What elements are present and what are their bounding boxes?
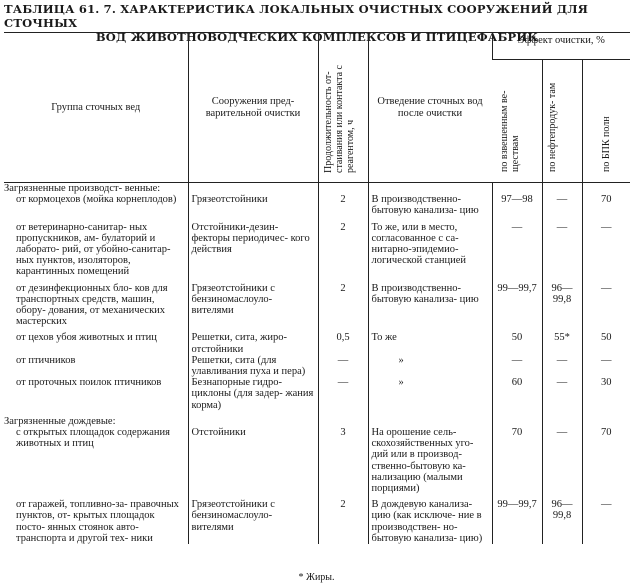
cell-suspended: 70 [492, 427, 542, 499]
table-row [4, 222, 630, 283]
header-discharge: Отведение сточных вод после очистки [368, 33, 492, 183]
cell-group: от проточных поилок птичников [16, 377, 162, 389]
cell-pre: Отстойники-дезин- фекторы периодичес- кого действия [188, 222, 318, 283]
cell-pre: Отстойники [188, 427, 318, 499]
cell-group: от птичников [16, 354, 76, 366]
cell-bod: — [582, 222, 630, 283]
cell-suspended [492, 416, 542, 427]
header-duration-text: Продолжительность от- стаивания или контакта с реагентом, ч [323, 65, 356, 173]
title-line-1: ТАБЛИЦА 61. 7. ХАРАКТЕРИСТИКА ЛОКАЛЬНЫХ ОЧИСТНЫХ СООРУЖЕНИЙ ДЛЯ СТОЧНЫХ [4, 2, 589, 30]
cell-suspended: 60 [492, 377, 542, 416]
cell-pre [188, 416, 318, 427]
header-bod-text: по БПК полн [600, 116, 612, 172]
table-row [4, 355, 630, 377]
cell-oil: — [542, 194, 582, 221]
header-suspended-text: по взвешенным ве- ществам [498, 90, 521, 172]
cell-suspended: 99—99,7 [492, 499, 542, 544]
cell-discharge: » [368, 377, 492, 416]
cell-duration: — [318, 355, 368, 377]
cell-discharge: То же, или в место, согласованное с са- нитарно-эпидемио- логической станцией [368, 222, 492, 283]
cell-pre: Грязеотстойники [188, 194, 318, 221]
table-row [4, 283, 630, 333]
cell-pre: Грязеотстойники с бензиномаслоуло- вителями [188, 283, 318, 333]
header-bod [582, 60, 630, 183]
cell-suspended [492, 183, 542, 195]
cell-oil [542, 416, 582, 427]
title-line-2: ВОД ЖИВОТНОВОДЧЕСКИХ КОМПЛЕКСОВ И ПТИЦЕФАБРИК [95, 30, 539, 44]
cell-bod: 70 [582, 194, 630, 221]
table-row [4, 427, 630, 499]
cell-discharge: В производственно- бытовую канализа- цию [368, 283, 492, 333]
header-suspended [492, 60, 542, 183]
table-row [4, 499, 630, 544]
cell-group: Загрязненные дождевые: [4, 415, 116, 427]
header-oil-text: по нефтепродук- там [547, 82, 558, 172]
cell-suspended: 99—99,7 [492, 283, 542, 333]
cell-discharge: На орошение сель- скохозяйственных уго- дий или в производ- ственно-бытовую ка- нализацию (малыми порциями) [368, 427, 492, 499]
table-row [4, 332, 630, 354]
cell-bod: 70 [582, 427, 630, 499]
header-effect: Эффект очистки, % [492, 33, 630, 60]
cell-oil: 96—99,8 [542, 283, 582, 333]
cell-bod: — [582, 499, 630, 544]
cell-discharge: » [368, 355, 492, 377]
cell-discharge [368, 416, 492, 427]
cell-oil: — [542, 427, 582, 499]
cell-duration: — [318, 377, 368, 416]
cell-suspended: — [492, 355, 542, 377]
cell-bod [582, 183, 630, 195]
cell-pre [188, 183, 318, 195]
table-row [4, 416, 630, 427]
cell-bod: 30 [582, 377, 630, 416]
cell-oil: — [542, 355, 582, 377]
cell-oil: 55* [542, 332, 582, 354]
cell-group: от кормоцехов (мойка корнеплодов) [16, 194, 177, 206]
cell-duration: 0,5 [318, 332, 368, 354]
cell-discharge: В производственно- бытовую канализа- цию [368, 194, 492, 221]
cell-pre: Решетки, сита, жиро- отстойники [188, 332, 318, 354]
cell-suspended: — [492, 222, 542, 283]
cell-group: от гаражей, топливно-за- правочных пунктов, от- крытых площадок посто- янных стоянок авто- транспорта и другой тех- ники [16, 499, 179, 544]
table-header [4, 33, 630, 183]
cell-discharge [368, 183, 492, 195]
cell-duration: 2 [318, 499, 368, 544]
cell-duration: 2 [318, 283, 368, 333]
cell-oil: — [542, 222, 582, 283]
cell-oil: 96—99,8 [542, 499, 582, 544]
cell-duration: 2 [318, 194, 368, 221]
table-row [4, 377, 630, 416]
table-body [4, 183, 630, 545]
cell-pre: Безнапорные гидро- циклоны (для задер- жания корма) [188, 377, 318, 416]
cell-bod: 50 [582, 332, 630, 354]
cell-suspended: 97—98 [492, 194, 542, 221]
header-duration [318, 33, 368, 183]
cell-discharge: В дождевую канализа- цию (как исключе- ние в производствен- но-бытовую канализа- цию) [368, 499, 492, 544]
cell-duration: 3 [318, 427, 368, 499]
cell-group: от ветеринарно-санитар- ных пропускников, ам- булаторий и лаборато- рий, от убойно-санитар- ных пунктов, изоляторов, карантинных помещений [16, 221, 171, 278]
cell-pre: Грязеотстойники с бензиномаслоуло- вителями [188, 499, 318, 544]
cell-oil: — [542, 377, 582, 416]
cell-group: от цехов убоя животных и птиц [16, 332, 157, 344]
header-pre-treatment: Сооружения пред- варительной очистки [188, 33, 318, 183]
cell-bod: — [582, 355, 630, 377]
cell-group: с открытых площадок содержания животных и птиц [16, 427, 170, 450]
cell-group: Загрязненные производст- венные: [4, 183, 161, 194]
header-oil [542, 60, 582, 183]
table-row [4, 183, 630, 195]
cell-duration: 2 [318, 222, 368, 283]
cell-bod: — [582, 283, 630, 333]
cell-duration [318, 416, 368, 427]
table-row [4, 194, 630, 221]
header-group: Группа сточных вед [4, 33, 188, 183]
cell-discharge: То же [368, 332, 492, 354]
cell-bod [582, 416, 630, 427]
data-table [4, 32, 630, 544]
cell-pre: Решетки, сита (для улавливания пуха и пера) [188, 355, 318, 377]
cell-group: от дезинфекционных бло- ков для транспортных средств, машин, обору- дования, от механических мастерских [16, 282, 168, 328]
cell-oil [542, 183, 582, 195]
cell-duration [318, 183, 368, 195]
footnote: * Жиры. [298, 572, 335, 583]
cell-suspended: 50 [492, 332, 542, 354]
